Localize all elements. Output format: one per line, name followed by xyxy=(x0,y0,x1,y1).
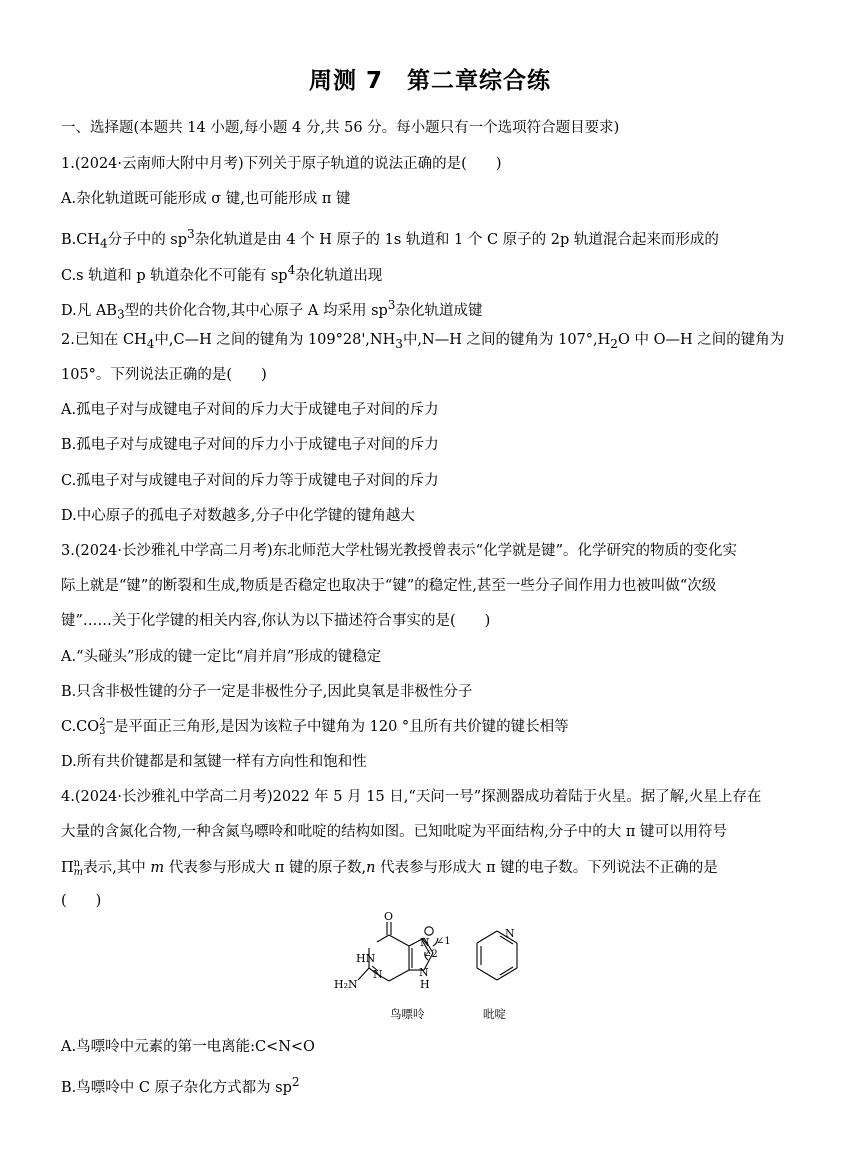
q4-option-a: A.鸟嘌呤中元素的第一电离能:C<N<O xyxy=(61,1039,315,1055)
n7-label: N xyxy=(420,936,430,949)
q2-option-c: C.孤电子对与成键电子对间的斥力等于成键电子对间的斥力 xyxy=(61,473,439,489)
pyridine-caption: 吡啶 xyxy=(483,1007,506,1021)
q1-option-d: D.凡 $AB_3$型的共价化合物,其中心原子 A 均采用 $sp^3$杂化轨道成键 xyxy=(61,298,483,322)
angle-1-label: ∠1 xyxy=(436,936,451,947)
q1-stem: 1.(2024·云南师大附中月考)下列关于原子轨道的说法正确的是( ) xyxy=(61,156,502,172)
q3-option-a: A.“头碰头”形成的键一定比“肩并肩”形成的键稳定 xyxy=(61,649,382,665)
guanine-caption: 鸟嘌呤 xyxy=(390,1007,425,1021)
page-title: 周测 7 第二章综合练 xyxy=(308,68,551,94)
q4-stem-line4: ( ) xyxy=(61,893,102,909)
q3-stem-line1: 3.(2024·长沙雅礼中学高二月考)东北师范大学杜锡光教授曾表示“化学就是键”。化学研究的物质的变化实 xyxy=(61,543,737,559)
molecule-structure-figure xyxy=(320,908,560,1026)
oxygen-label: O xyxy=(384,910,394,923)
hn-label: HN xyxy=(356,952,376,965)
q3-option-d: D.所有共价键都是和氢键一样有方向性和饱和性 xyxy=(61,754,367,770)
q2-stem-line1: 2.已知在 $CH_4$中,C—H 之间的键角为 $109^\circ 28',NH_3$中,N—H 之间的键角为 $107^\circ,H_2O$ 中 O—H 之间的键角为 xyxy=(61,332,785,351)
q2-option-d: D.中心原子的孤电子对数越多,分子中化学键的键角越大 xyxy=(61,508,415,524)
q3-stem-line2: 际上就是“键”的断裂和生成,物质是否稳定也取决于“键”的稳定性,甚至一些分子间作用力也被叫做“次级 xyxy=(61,578,717,594)
q1-option-c: C.s 轨道和 p 轨道杂化不可能有 $sp^4$杂化轨道出现 xyxy=(61,263,383,284)
section-heading: 一、选择题(本题共 14 小题,每小题 4 分,共 56 分。每小题只有一个选项符合题目要求) xyxy=(61,120,620,136)
q1-option-b: $B.CH_4$分子中的 $sp^3$杂化轨道是由 4 个 H 原子的 1s 轨道和 1 个 C 原子的 2p 轨道混合起来而形成的 xyxy=(61,227,719,251)
n-label: N xyxy=(373,968,383,981)
q3-option-b: B.只含非极性键的分子一定是非极性分子,因此臭氧是非极性分子 xyxy=(61,684,473,700)
h2n-label: H₂N xyxy=(334,978,358,991)
q4-option-b: B.鸟嘌呤中 C 原子杂化方式都为 $sp^2$ xyxy=(61,1075,300,1096)
n9-label: N xyxy=(419,966,429,979)
angle-2-label: ∠2 xyxy=(423,949,438,960)
q2-option-b: B.孤电子对与成键电子对间的斥力小于成键电子对间的斥力 xyxy=(61,437,439,453)
q4-stem-line1: 4.(2024·长沙雅礼中学高二月考)2022 年 5 月 15 日,“天问一号”探测器成功着陆于火星。据了解,火星上存在 xyxy=(61,789,762,805)
q4-stem-line2: 大量的含氮化合物,一种含氮鸟嘌呤和吡啶的结构如图。已知吡啶为平面结构,分子中的大 π 键可以用符号 xyxy=(61,824,727,840)
q2-stem-line2: 105°。下列说法正确的是( ) xyxy=(61,367,267,383)
q3-option-c: C.CO 2− 3 是平面正三角形,是因为该粒子中键角为 120 °且所有共价键的键长相等 xyxy=(61,717,569,737)
pyridine-n-label: N xyxy=(505,927,515,940)
q2-option-a: A.孤电子对与成键电子对间的斥力大于成键电子对间的斥力 xyxy=(61,402,439,418)
q3-stem-line3: 键”……关于化学键的相关内容,你认为以下描述符合事实的是( ) xyxy=(61,613,491,629)
q1-option-a: A.杂化轨道既可能形成 σ 键,也可能形成 π 键 xyxy=(61,191,351,207)
h-label: H xyxy=(420,978,430,991)
q4-stem-line3: Π n m 表示,其中 m 代表参与形成大 π 键的原子数,n 代表参与形成大 π 键的电子数。下列说法不正确的是 xyxy=(61,858,718,878)
